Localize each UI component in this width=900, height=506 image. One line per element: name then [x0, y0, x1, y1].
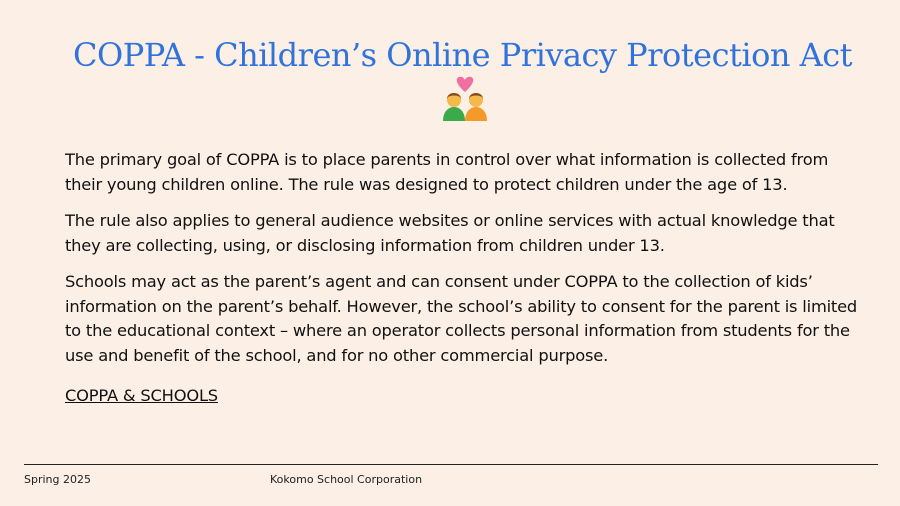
paragraph-general-audience: The rule also applies to general audience websites or online services with actual knowledge that they are collecting, using, or disclosing information from children under 13.	[65, 211, 835, 255]
coppa-schools-link[interactable]: COPPA & SCHOOLS	[65, 386, 218, 405]
footer-date: Spring 2025	[24, 473, 91, 486]
person-right-shape	[465, 93, 487, 121]
footer-divider	[24, 464, 878, 465]
paragraph-primary-goal: The primary goal of COPPA is to place parents in control over what information is collected from their young children online. The rule was designed to protect children under the age of 13.	[65, 150, 829, 194]
slide-body	[65, 148, 865, 421]
slide-title: COPPA - Children’s Online Privacy Protection Act	[72, 36, 853, 74]
paragraph-schools: Schools may act as the parent’s agent and can consent under COPPA to the collection of kids’ information on the parent’s behalf. However, the school’s ability to consent for the parent is limited to the educational context – where an operator collects personal information from students for the use and benefit of the school, and for no other commercial purpose.	[65, 272, 858, 365]
footer-organization: Kokomo School Corporation	[270, 473, 423, 486]
couple-with-heart-icon	[440, 76, 490, 122]
person-left-shape	[443, 93, 465, 121]
heart-shape	[457, 77, 473, 92]
